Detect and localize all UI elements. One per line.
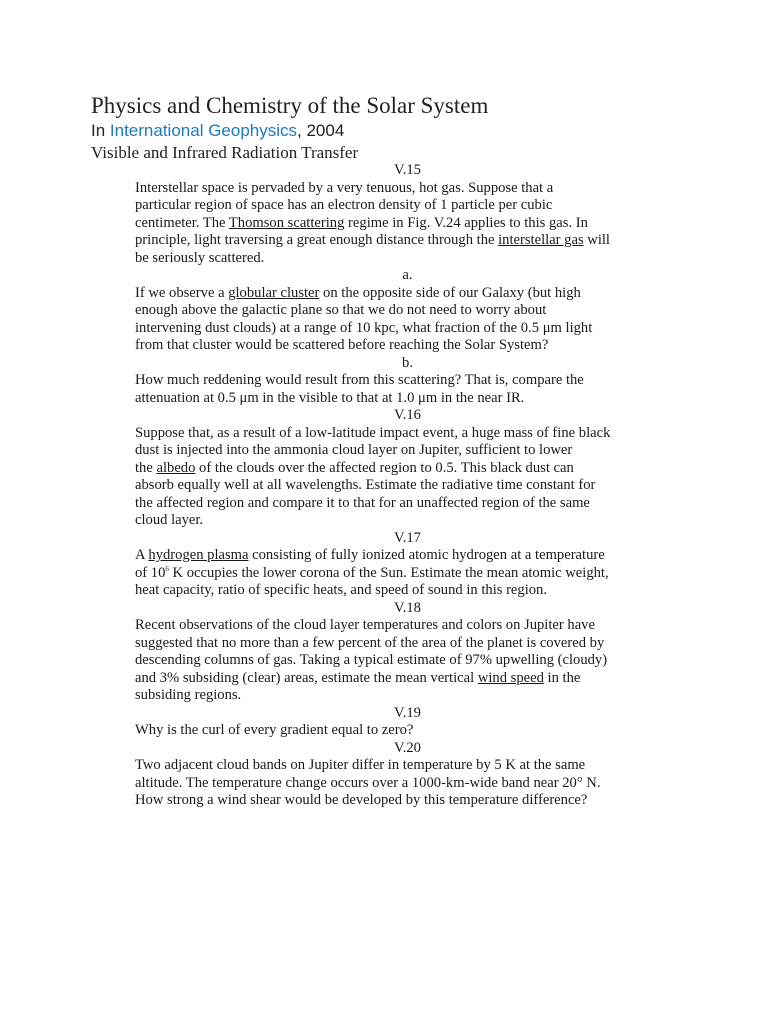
text-segment: If we observe a (135, 284, 229, 301)
text-segment: will (583, 232, 610, 248)
problem-v15b-text (135, 372, 680, 407)
text-line: be seriously scattered. (135, 249, 265, 266)
problem-label-v17: V.17 (394, 529, 421, 546)
text-segment: K occupies the lower corona of the Sun. Estimate the mean atomic weight, (168, 564, 609, 581)
albedo-link[interactable]: albedo (156, 459, 196, 476)
problem-list (135, 162, 680, 810)
text-line (135, 285, 680, 303)
text-line: altitude. The temperature change occurs over a 1000-km-wide band near 20° N. (135, 774, 601, 791)
page-title: Physics and Chemistry of the Solar System (91, 93, 489, 118)
text-line: enough above the galactic plane so that we do not need to worry about (135, 302, 547, 318)
problem-v17-text (135, 547, 680, 600)
international-geophysics-link[interactable]: International Geophysics (109, 121, 298, 140)
text-line (135, 565, 680, 583)
text-line: particular region of space has an electron density of 1 particle per cubic (135, 197, 553, 213)
text-segment: on the opposite side of our Galaxy (but high (319, 284, 581, 301)
text-line: from that cluster would be scattered before reaching the Solar System? (135, 337, 549, 353)
text-line: the affected region and compare it to that for an unaffected region of the same (135, 494, 590, 511)
text-segment: A (135, 547, 149, 563)
hydrogen-plasma-link[interactable]: hydrogen plasma (148, 547, 249, 563)
text-line: absorb equally well at all wavelengths. Estimate the radiative time constant for (135, 477, 596, 493)
text-line: Interstellar space is pervaded by a very tenuous, hot gas. Suppose that a (135, 179, 554, 196)
source-year: , 2004 (297, 121, 345, 140)
text-line: dust is injected into the ammonia cloud layer on Jupiter, sufficient to lower (135, 442, 573, 458)
chapter-title: Visible and Infrared Radiation Transfer (91, 143, 359, 162)
problem-label-v16: V.16 (394, 407, 421, 423)
text-segment: consisting of fully ionized atomic hydrogen at a temperature (248, 547, 605, 563)
wind-speed-link[interactable]: wind speed (477, 669, 544, 686)
problem-label-v18: V.18 (394, 599, 421, 616)
problem-label-v20: V.20 (394, 739, 421, 756)
problem-v20-text (135, 757, 680, 810)
exponent: 6 (165, 564, 169, 573)
source-citation (91, 120, 344, 142)
problem-v15a-text (135, 285, 680, 355)
problem-v16-text (135, 425, 680, 530)
text-line: cloud layer. (135, 512, 204, 528)
text-segment: principle, light traversing a great enough distance through the (135, 232, 499, 248)
problem-v19-text (135, 722, 680, 740)
problem-label-v15: V.15 (394, 162, 421, 178)
text-line: Recent observations of the cloud layer temperatures and colors on Jupiter have (135, 617, 595, 633)
text-segment: in the (543, 669, 581, 686)
problem-label-v19: V.19 (394, 704, 421, 721)
globular-cluster-link[interactable]: globular cluster (228, 284, 320, 301)
source-prefix: In (91, 121, 110, 140)
text-line (135, 215, 680, 233)
text-line: intervening dust clouds) at a range of 10 kpc, what fraction of the 0.5 μm light (135, 319, 593, 336)
text-line: heat capacity, ratio of specific heats, and speed of sound in this region. (135, 582, 548, 598)
text-line: subsiding regions. (135, 687, 242, 703)
text-segment: regime in Fig. V.24 applies to this gas. In (344, 214, 588, 231)
thomson-scattering-link[interactable]: Thomson scattering (228, 214, 345, 231)
problem-v15-text (135, 180, 680, 268)
text-line: How strong a wind shear would be developed by this temperature difference? (135, 792, 588, 808)
problem-v18-text (135, 617, 680, 705)
text-line: Why is the curl of every gradient equal to zero? (135, 722, 414, 738)
text-line: attenuation at 0.5 μm in the visible to that at 1.0 μm in the near IR. (135, 389, 525, 406)
text-segment: the (135, 459, 157, 476)
subpart-label-a: a. (402, 267, 413, 283)
text-segment: and 3% subsiding (clear) areas, estimate the mean vertical (135, 669, 478, 686)
interstellar-gas-link[interactable]: interstellar gas (498, 232, 584, 248)
subpart-label-b: b. (402, 354, 413, 371)
text-segment: of 10 (135, 564, 166, 581)
text-line: Two adjacent cloud bands on Jupiter differ in temperature by 5 K at the same (135, 757, 586, 773)
text-line: descending columns of gas. Taking a typical estimate of 97% upwelling (cloudy) (135, 652, 608, 668)
text-line: Suppose that, as a result of a low-latitude impact event, a huge mass of fine black (135, 424, 611, 441)
text-segment: centimeter. The (135, 214, 229, 231)
text-line (135, 547, 680, 565)
text-line: suggested that no more than a few percent of the area of the planet is covered by (135, 634, 605, 651)
text-line (135, 460, 680, 478)
text-line (135, 670, 680, 688)
text-line: How much reddening would result from this scattering? That is, compare the (135, 372, 584, 388)
text-segment: of the clouds over the affected region to 0.5. This black dust can (195, 459, 574, 476)
text-line (135, 232, 680, 250)
